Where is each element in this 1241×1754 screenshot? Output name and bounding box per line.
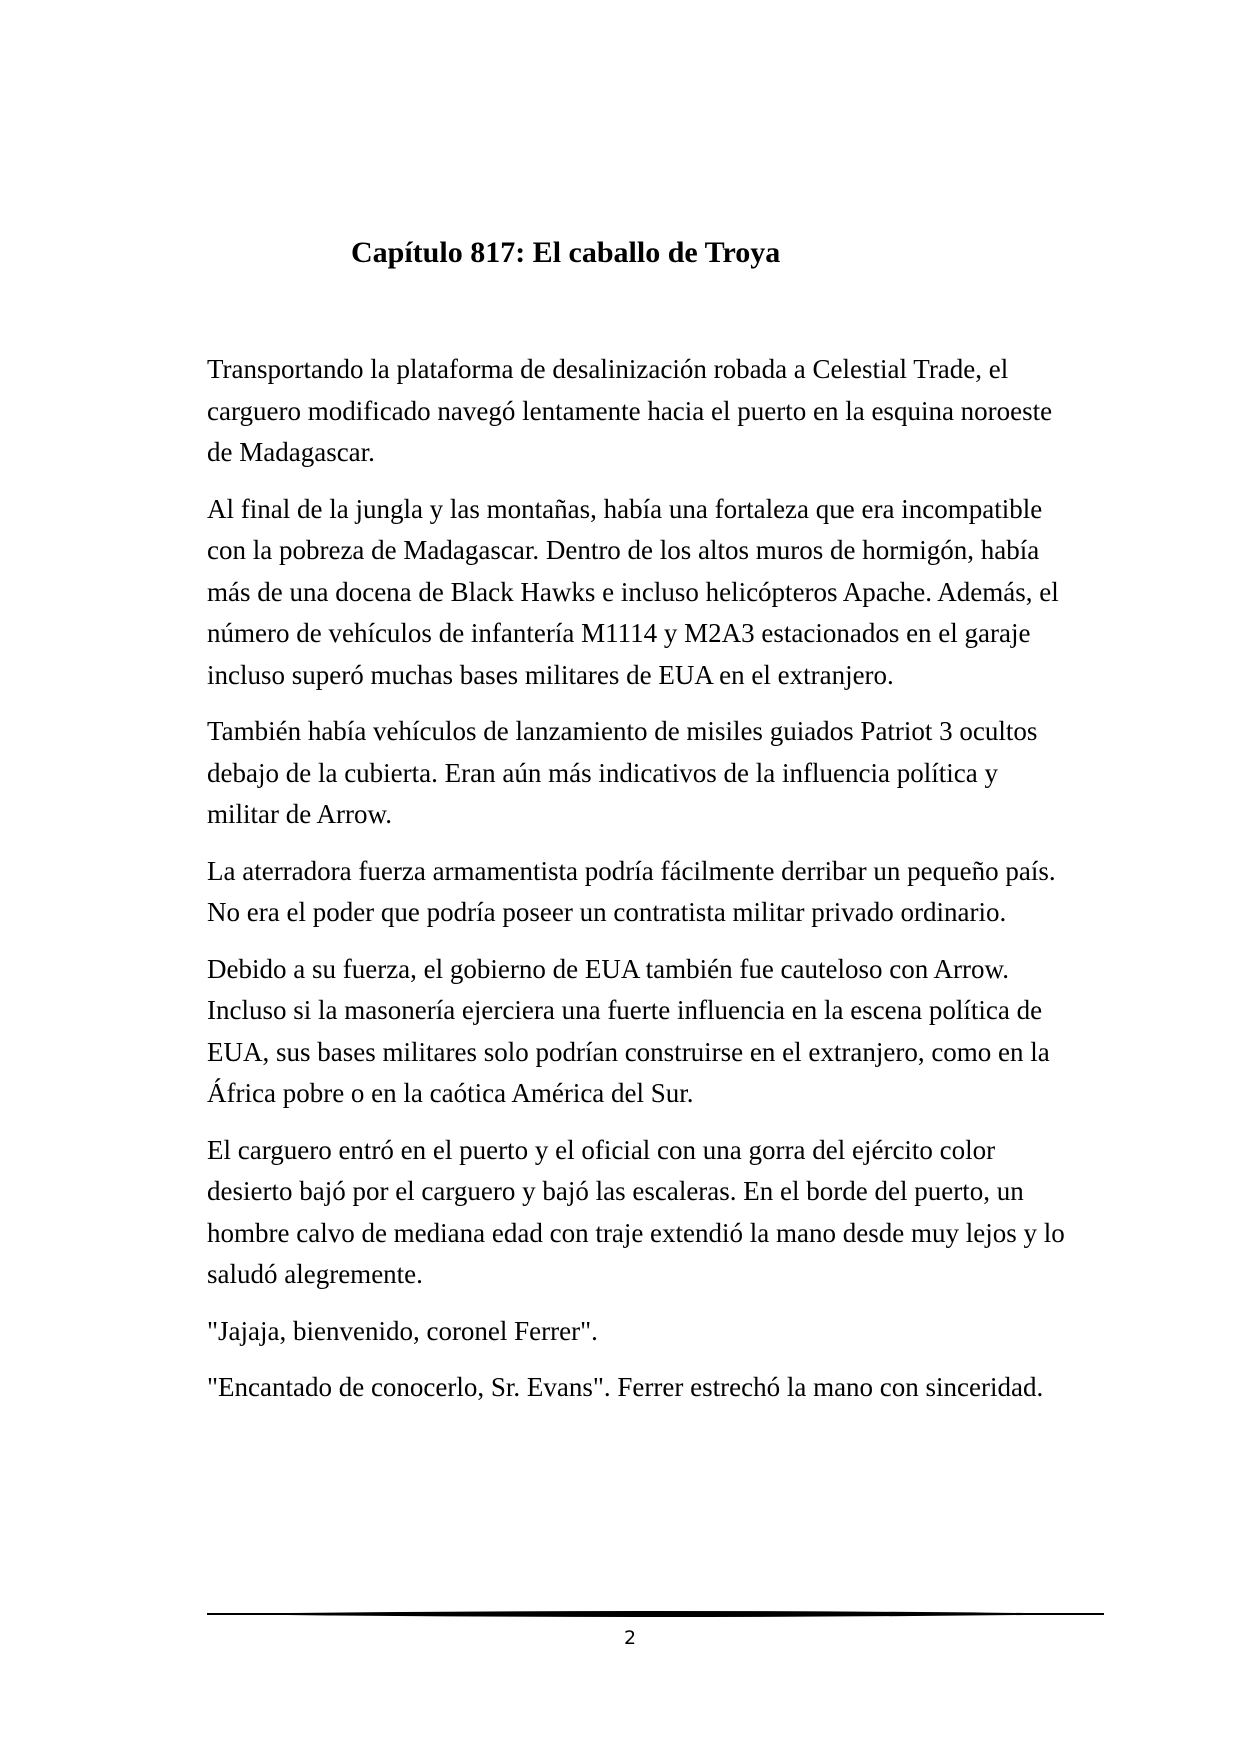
paragraph: "Jajaja, bienvenido, coronel Ferrer". <box>207 1315 598 1346</box>
paragraph: "Encantado de conocerlo, Sr. Evans". Ferrer estrechó la mano con sinceridad. <box>207 1372 1044 1402</box>
paragraph: Transportando la plataforma de desalinización robada a Celestial Trade, el carguero modificado navegó lentamente hacia el puerto en la esquina noroeste de Madagascar. <box>207 354 1053 467</box>
paragraph: También había vehículos de lanzamiento de misiles guiados Patriot 3 ocultos debajo de la cubierta. Eran aún más indicativos de la influencia política y militar de Arrow. <box>207 716 1038 829</box>
paragraph: El carguero entró en el puerto y el oficial con una gorra del ejército color desierto bajó por el carguero y bajó las escaleras. En el borde del puerto, un hombre calvo de mediana edad con traje extendió la mano desde muy lejos y lo saludó alegremente. <box>207 1134 1065 1289</box>
paragraph: Al final de la jungla y las montañas, había una fortaleza que era incompatible con la pobreza de Madagascar. Dentro de los altos muros de hormigón, había más de una docena de Black Hawks e incluso helicópteros Apache. Además, el número de vehículos de infantería M1114 y M2A3 estacionados en el garaje incluso superó muchas bases militares de EUA en el extranjero. <box>207 493 1059 690</box>
paragraph: Debido a su fuerza, el gobierno de EUA también fue cauteloso con Arrow. Incluso si la masonería ejerciera una fuerte influencia en la escena política de EUA, sus bases militares solo podrían construirse en el extranjero, como en la África pobre o en la caótica América del Sur. <box>207 953 1050 1108</box>
footer-divider <box>207 1608 1104 1620</box>
page-number: 2 <box>623 1627 637 1649</box>
chapter-body <box>207 349 1067 1424</box>
paragraph: La aterradora fuerza armamentista podría fácilmente derribar un pequeño país. No era el poder que podría poseer un contratista militar privado ordinario. <box>207 855 1056 927</box>
chapter-title: Capítulo 817: El caballo de Troya <box>351 236 781 269</box>
